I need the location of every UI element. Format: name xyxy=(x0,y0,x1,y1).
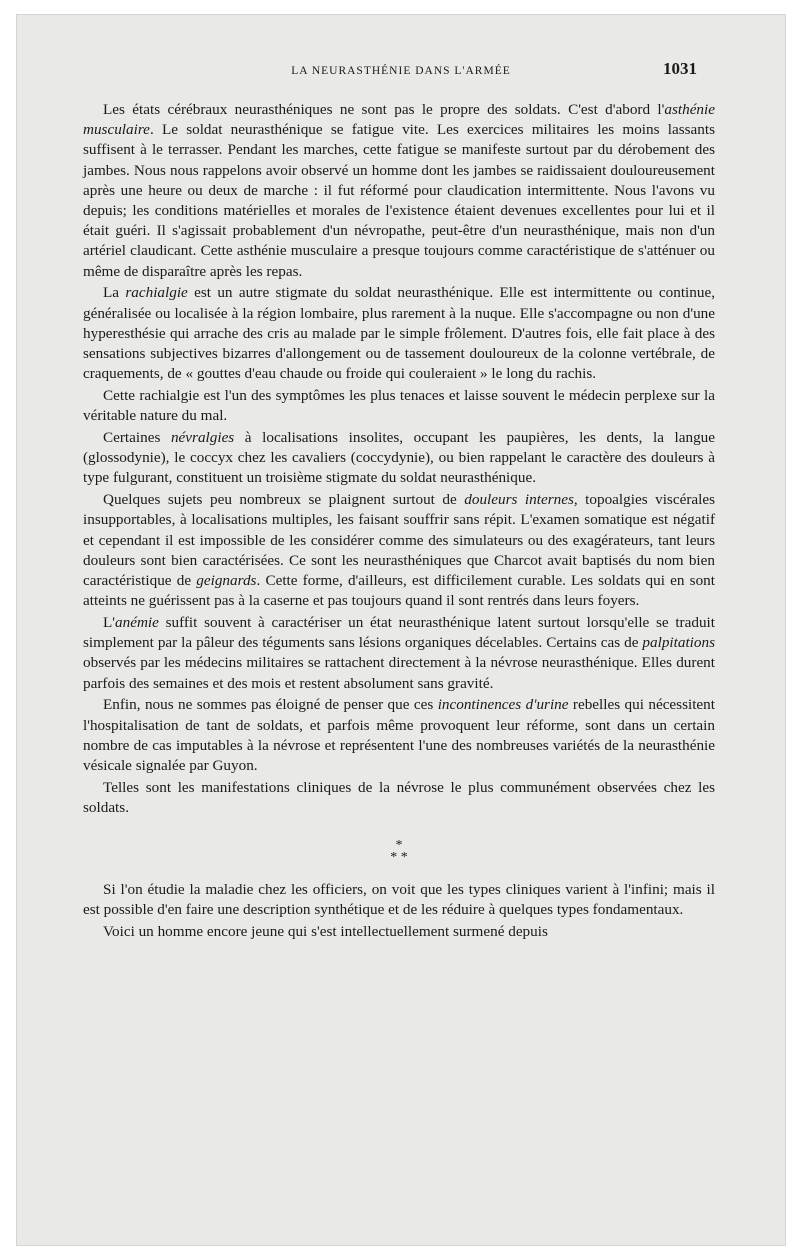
emphasized-term: anémie xyxy=(115,614,159,632)
text-run: Enfin, nous ne sommes pas éloigné de penser que ces xyxy=(103,696,438,714)
paragraph xyxy=(83,428,715,489)
emphasized-term: palpitations xyxy=(642,634,715,652)
page-number: 1031 xyxy=(663,59,697,78)
emphasized-term: asthénie musculaire xyxy=(83,101,715,139)
text-run: , topoalgies viscérales insupportables, à localisations multiples, les faisant souffrir sans répit. L'examen somatique est négatif et cependant il est impossible de les considérer comme des simulateurs ou des exagérateurs, tant leurs douleurs sont bien caractérisées. Ce sont les neurasthéniques que Charcot avait baptisés du nom bien caractéristique de xyxy=(83,491,715,590)
book-page xyxy=(16,14,786,1246)
text-run: Les états cérébraux neurasthéniques ne sont pas le propre des soldats. C'est d'abord l' xyxy=(103,101,665,118)
text-run: Certaines xyxy=(103,429,171,447)
page-header xyxy=(17,59,785,83)
paragraph xyxy=(83,695,715,776)
running-title: LA NEURASTHÉNIE DANS L'ARMÉE xyxy=(291,65,511,77)
paragraph xyxy=(83,100,715,282)
text-run: . Cette forme, d'ailleurs, est difficilement curable. Les soldats qui en sont atteints ne guérissent pas à la caserne et pas toujours quand il sont rentrés dans leurs foyers. xyxy=(83,572,715,610)
asterism-line: * xyxy=(395,838,403,854)
text-run: suffit souvent à caractériser un état neurasthénique latent surtout lorsqu'elle se traduit simplement par la pâleur des téguments sans lésions organiques décelables. Certains cas de xyxy=(83,614,715,652)
paragraph xyxy=(83,778,715,818)
body-text xyxy=(83,100,715,944)
text-run: Quelques sujets peu nombreux se plaignent surtout de xyxy=(103,491,465,509)
text-run: observés par les médecins militaires se rattachent directement à la névrose neurasthénique. Elles durent parfois des semaines et des mois et restent absolument sans gravité. xyxy=(83,654,715,692)
text-run: est un autre stigmate du soldat neurasthénique. Elle est intermittente ou continue, généralisée ou localisée à la région lombaire, plus rarement à la nuque. Elle s'accompagne ou non d'une hyperesthésie qui arrache des cris au malade par le simple frôlement. D'autres fois, elle fait place à des sensations subjectives bizarres d'allongement ou de tassement douloureux de la colonne vertébrale, de craquements, de « gouttes d'eau chaude ou froide qui couleraient » le long du rachis. xyxy=(83,284,715,383)
emphasized-term: geignards xyxy=(196,572,257,590)
asterism-line: * * xyxy=(390,850,408,866)
paragraph xyxy=(83,613,715,694)
text-run: L' xyxy=(103,614,116,632)
emphasized-term: rachialgie xyxy=(125,284,188,302)
paragraph xyxy=(83,922,715,942)
section-separator xyxy=(83,840,715,864)
text-run: Si l'on étudie la maladie chez les officiers, on voit que les types cliniques varient à l'infini; mais il est possible d'en faire une description synthétique et de les réduire à quelques types fondamentaux. xyxy=(83,881,715,919)
text-run: . Le soldat neurasthénique se fatigue vite. Les exercices militaires les moins lassants suffisent à le terrasser. Pendant les marches, cette fatigue se manifeste surtout par du dérobement des jambes. Nous nous rappelons avoir observé un homme dont les jambes se raidissaient douloureusement après une heure ou deux de marche : il fut réformé pour claudication intermittente. Nous l'avons vu depuis; les conditions matérielles et morales de l'existence étaient devenues excellentes pour lui et il était guéri. Il s'agissait probablement d'un névropathe, peut-être d'un neurasthénique, mais non d'un artériel claudicant. Cette asthénie musculaire a presque toujours comme caractéristique de s'atténuer ou même de disparaître après les repas. xyxy=(83,121,715,280)
text-run: rebelles qui nécessitent l'hospitalisation de tant de soldats, et parfois même provoquent leur réforme, sont dans un certain nombre de cas imputables à la névrose et représentent l'une des nombreuses variétés de la neurasthénie vésicale signalée par Guyon. xyxy=(83,696,715,775)
paragraph-group xyxy=(83,100,715,818)
paragraph xyxy=(83,283,715,384)
paragraph-group xyxy=(83,880,715,942)
paragraph xyxy=(83,386,715,426)
text-run: Cette rachialgie est l'un des symptômes les plus tenaces et laisse souvent le médecin perplexe sur la véritable nature du mal. xyxy=(83,387,715,425)
emphasized-term: incontinences d'urine xyxy=(437,696,569,714)
paragraph xyxy=(83,880,715,920)
text-run: La xyxy=(103,284,126,302)
paragraph xyxy=(83,490,715,611)
text-run: à localisations insolites, occupant les paupières, les dents, la langue (glossodynie), le coccyx chez les cavaliers (coccydynie), ou bien rappelant le caractère des douleurs à type fulgurant, constituent un troisième stigmate du soldat neurasthénique. xyxy=(83,429,716,487)
text-run: Telles sont les manifestations cliniques de la névrose le plus communément observées chez les soldats. xyxy=(83,778,715,817)
text-run: Voici un homme encore jeune qui s'est intellectuellement surmené depuis xyxy=(103,923,548,941)
emphasized-term: douleurs internes xyxy=(464,491,574,509)
emphasized-term: névralgies xyxy=(170,429,235,447)
